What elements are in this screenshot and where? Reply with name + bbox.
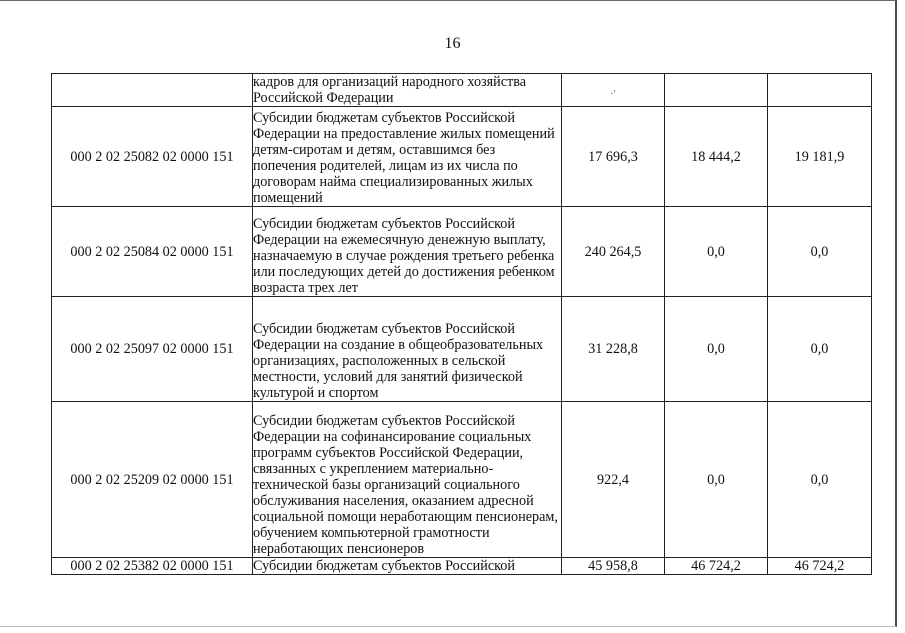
value-year1-cell: 45 958,8	[562, 558, 665, 575]
budget-code-cell	[52, 74, 253, 107]
budget-code-cell: 000 2 02 25209 02 0000 151	[52, 402, 253, 558]
value-year2-cell: 46 724,2	[665, 558, 768, 575]
description-cell: Субсидии бюджетам субъектов Российской Федерации на создание в общеобразовательных организациях, расположенных в сельской местности, условий для занятий физической культурой и спортом	[253, 297, 562, 402]
description-cell: Субсидии бюджетам субъектов Российской Федерации на предоставление жилых помещений детям-сиротам и детям, оставшимся без попечения родителей, лицам из их числа по договорам найма специализированных жилых помещений	[253, 107, 562, 207]
value-year3-cell: 46 724,2	[768, 558, 872, 575]
description-cell: Субсидии бюджетам субъектов Российской Федерации на софинансирование социальных программ субъектов Российской Федерации, связанных с укреплением материально-технической базы организаций социального обслуживания населения, оказанием адресной социальной помощи неработающим пенсионерам, обучением компьютерной грамотности неработающих пенсионеров	[253, 402, 562, 558]
table-row	[52, 297, 872, 402]
table-row	[52, 558, 872, 575]
page-number: 16	[444, 35, 461, 52]
description-cell: Субсидии бюджетам субъектов Российской Федерации на ежемесячную денежную выплату, назначаемую в случае рождения третьего ребенка или последующих детей до достижения ребенком возраста трех лет	[253, 207, 562, 297]
value-year1-cell: 240 264,5	[562, 207, 665, 297]
value-year1-cell	[562, 74, 665, 107]
budget-code-cell: 000 2 02 25382 02 0000 151	[52, 558, 253, 575]
value-year1-cell: 17 696,3	[562, 107, 665, 207]
budget-table	[51, 73, 872, 575]
table-row	[52, 74, 872, 107]
value-year3-cell: 0,0	[768, 402, 872, 558]
value-year2-cell: 0,0	[665, 402, 768, 558]
value-year2-cell: 0,0	[665, 207, 768, 297]
description-cell: Субсидии бюджетам субъектов Российской	[253, 558, 562, 575]
value-year3-cell: 0,0	[768, 297, 872, 402]
value-year2-cell: 18 444,2	[665, 107, 768, 207]
budget-code-cell: 000 2 02 25097 02 0000 151	[52, 297, 253, 402]
value-year3-cell: 19 181,9	[768, 107, 872, 207]
value-year3-cell: 0,0	[768, 207, 872, 297]
table-row	[52, 402, 872, 558]
description-cell: кадров для организаций народного хозяйства Российской Федерации	[253, 74, 562, 107]
scan-mark: ·'	[610, 89, 616, 100]
value-year2-cell: 0,0	[665, 297, 768, 402]
value-year1-cell: 31 228,8	[562, 297, 665, 402]
value-year1-cell: 922,4	[562, 402, 665, 558]
value-year2-cell	[665, 74, 768, 107]
table-row	[52, 207, 872, 297]
value-year3-cell	[768, 74, 872, 107]
table-row	[52, 107, 872, 207]
budget-code-cell: 000 2 02 25084 02 0000 151	[52, 207, 253, 297]
budget-code-cell: 000 2 02 25082 02 0000 151	[52, 107, 253, 207]
